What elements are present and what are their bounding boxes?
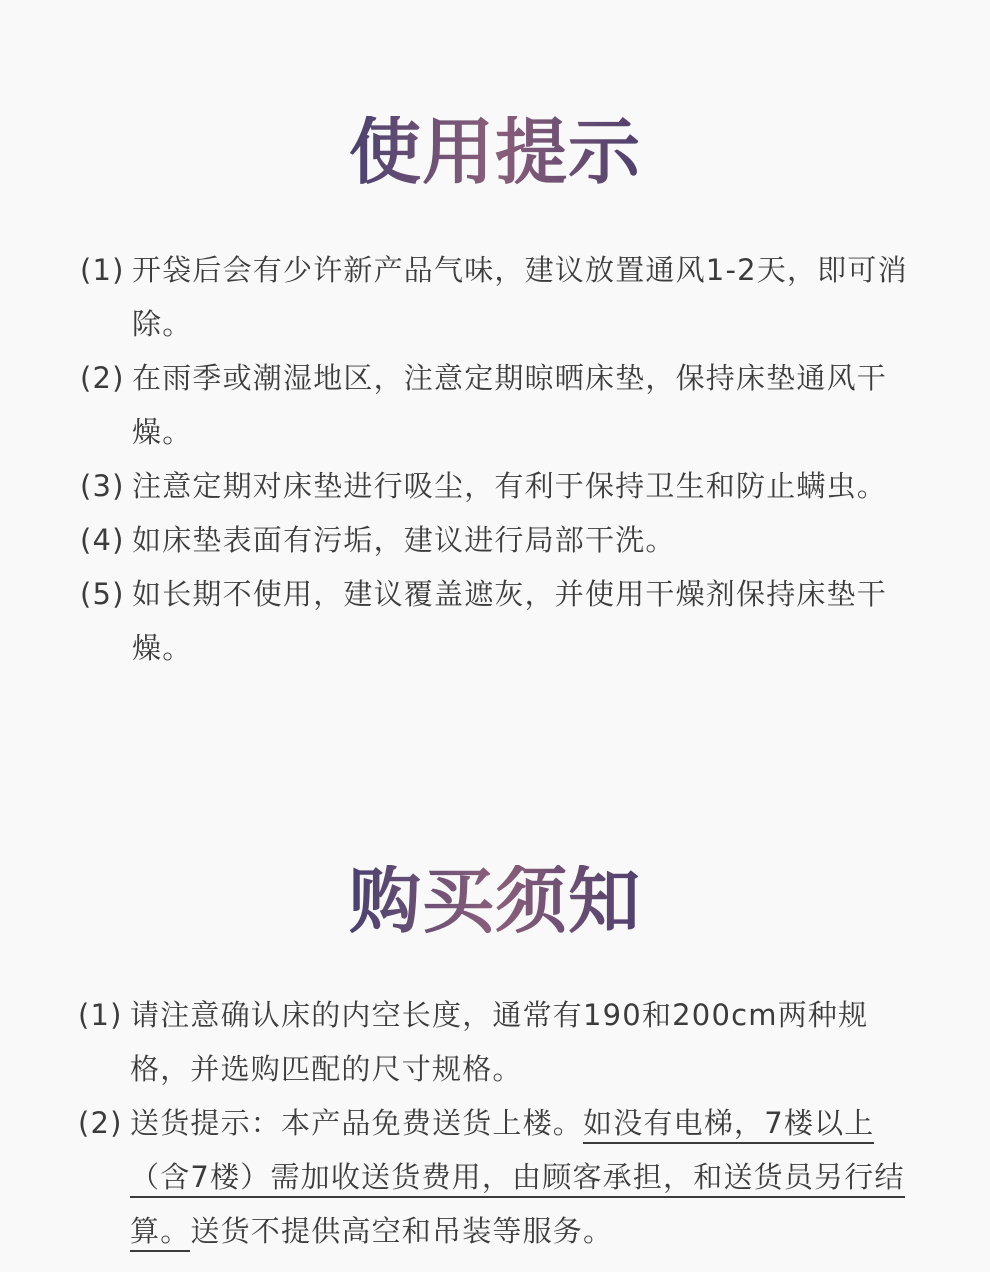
purchase-notes-list [78, 988, 918, 1258]
usage-tips-list [80, 243, 920, 675]
purchase-note-2 [78, 1096, 918, 1258]
list-number: (5) [80, 577, 125, 611]
usage-tip-4 [80, 513, 920, 567]
usage-title: 使用提示 [0, 116, 990, 188]
list-number: (2) [80, 361, 125, 395]
list-text [130, 1096, 918, 1258]
list-number: (2) [78, 1106, 123, 1140]
purchase-note-1 [78, 988, 918, 1096]
usage-tip-5 [80, 567, 920, 675]
purchase-title: 购买须知 [0, 865, 990, 937]
delivery-text: 送货提示：本产品免费送货上楼。 [130, 1106, 584, 1140]
list-text: 如床垫表面有污垢，建议进行局部干洗。 [132, 523, 676, 557]
delivery-service-note: 送货不提供高空和吊装等服务。 [190, 1214, 614, 1248]
list-text: 开袋后会有少许新产品气味，建议放置通风1-2天，即可消除。 [132, 253, 908, 341]
delivery-fee-note: 如没有电梯，7楼以上（含7楼）需加收送货费用，由顾客承担，和送货员另行结算。 [130, 1106, 905, 1252]
list-number: (1) [78, 998, 123, 1032]
list-number: (1) [80, 253, 125, 287]
usage-tip-1 [80, 243, 920, 351]
list-number: (4) [80, 523, 125, 557]
list-text: 请注意确认床的内空长度，通常有190和200cm两种规格，并选购匹配的尺寸规格。 [130, 998, 869, 1086]
usage-tip-2 [80, 351, 920, 459]
list-text: 如长期不使用，建议覆盖遮灰，并使用干燥剂保持床垫干燥。 [132, 577, 888, 665]
list-text: 注意定期对床垫进行吸尘，有利于保持卫生和防止螨虫。 [132, 469, 888, 503]
usage-tip-3 [80, 459, 920, 513]
list-text: 在雨季或潮湿地区，注意定期晾晒床垫，保持床垫通风干燥。 [132, 361, 888, 449]
list-number: (3) [80, 469, 125, 503]
